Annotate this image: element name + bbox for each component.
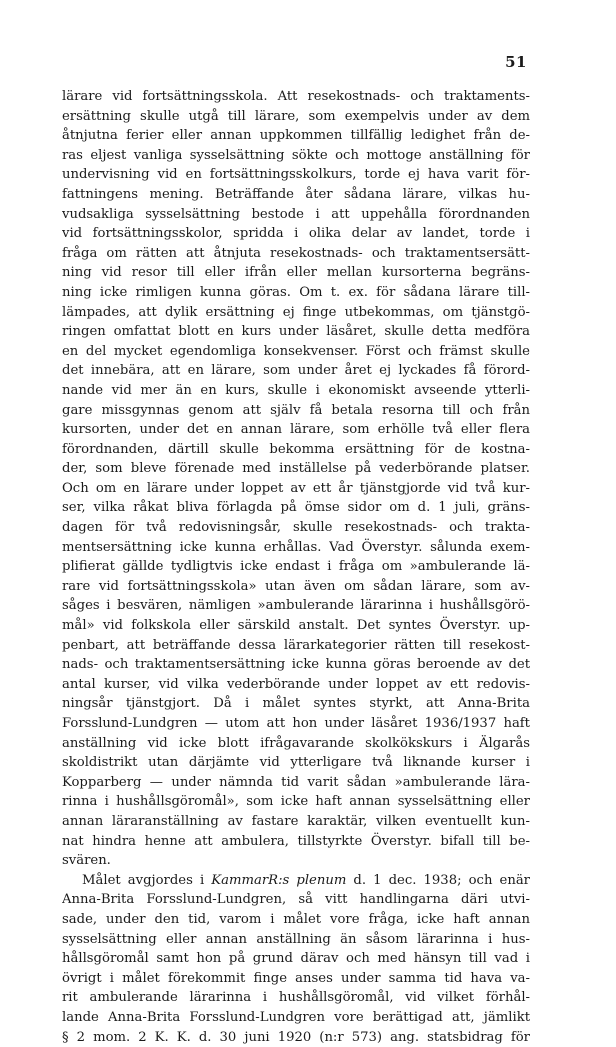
text-line: ras eljest vanliga sysselsättning sökte och mottoge anställning för: [62, 146, 530, 166]
text-line: en del mycket egendomliga konsekvenser. Först och främst skulle: [62, 342, 530, 362]
text-line: penbart, att beträffande dessa lärarkategorier rätten till resekost-: [62, 636, 530, 656]
text-line: nande vid mer än en kurs, skulle i ekonomiskt avseende ytterli-: [62, 381, 530, 401]
text-line: fattningens mening. Beträffande åter sådana lärare, vilkas hu-: [62, 185, 530, 205]
text-line: nads- och traktamentsersättning icke kunna göras beroende av det: [62, 655, 530, 675]
text-line: lande Anna-Brita Forsslund-Lundgren vore berättigad att, jämlikt: [62, 1008, 530, 1028]
page-number: 51: [487, 53, 527, 71]
text-line: svären.: [62, 851, 530, 871]
text-line: skoldistrikt utan därjämte vid ytterligare två liknande kurser i: [62, 753, 530, 773]
text-line: Forsslund-Lundgren — utom att hon under läsåret 1936/1937 haft: [62, 714, 530, 734]
text-line: vid fortsättningsskolor, spridda i olika delar av landet, torde i: [62, 224, 530, 244]
text-line: gare missgynnas genom att själv få betala resorna till och från: [62, 401, 530, 421]
text-line: § 2 mom. 2 K. K. d. 30 juni 1920 (n:r 573) ang. statsbidrag för: [62, 1028, 530, 1047]
text-line: lämpades, att dylik ersättning ej finge utbekommas, om tjänstgö-: [62, 303, 530, 323]
text-line: rare vid fortsättningsskola» utan även om sådan lärare, som av-: [62, 577, 530, 597]
text-line: antal kurser, vid vilka vederbörande under loppet av ett redovis-: [62, 675, 530, 695]
text-line: det innebära, att en lärare, som under året ej lyckades få förord-: [62, 361, 530, 381]
text-line: fråga om rätten att åtnjuta resekostnads- och traktamentsersätt-: [62, 244, 530, 264]
text-line: Och om en lärare under loppet av ett år tjänstgjorde vid två kur-: [62, 479, 530, 499]
text-line: mentsersättning icke kunna erhållas. Vad Överstyr. sålunda exem-: [62, 538, 530, 558]
text-line: ning icke rimligen kunna göras. Om t. ex. för sådana lärare till-: [62, 283, 530, 303]
text-line: lärare vid fortsättningsskola. Att resekostnads- och traktaments-: [62, 87, 530, 107]
text-line: rit ambulerande lärarinna i hushållsgöromål, vid vilket förhål-: [62, 988, 530, 1008]
text-line: ningsår tjänstgjort. Då i målet syntes styrkt, att Anna-Brita: [62, 694, 530, 714]
text-line: anställning vid icke blott ifrågavarande skolkökskurs i Älgarås: [62, 734, 530, 754]
text-line: undervisning vid en fortsättningsskolkurs, torde ej hava varit för-: [62, 165, 530, 185]
text-line: ser, vilka råkat bliva förlagda på ömse sidor om d. 1 juli, gräns-: [62, 498, 530, 518]
text-line: Målet avgjordes i KammarR:s plenum d. 1 dec. 1938; och enär: [62, 871, 530, 891]
text-line: mål» vid folkskola eller särskild anstalt. Det syntes Överstyr. up-: [62, 616, 530, 636]
text-line: ringen omfattat blott en kurs under läsåret, skulle detta medföra: [62, 322, 530, 342]
body-text: [62, 87, 530, 1047]
text-line: ersättning skulle utgå till lärare, som exempelvis under av dem: [62, 107, 530, 127]
text-line: Kopparberg — under nämnda tid varit sådan »ambulerande lära-: [62, 773, 530, 793]
text-line: der, som bleve förenade med inställelse på vederbörande platser.: [62, 459, 530, 479]
text-line: övrigt i målet förekommit finge anses under samma tid hava va-: [62, 969, 530, 989]
text-line: Anna-Brita Forsslund-Lundgren, så vitt handlingarna däri utvi-: [62, 890, 530, 910]
text-line: förordnanden, därtill skulle bekomma ersättning för de kostna-: [62, 440, 530, 460]
text-line: vudsakliga sysselsättning bestode i att uppehålla förordnanden: [62, 205, 530, 225]
text-line: annan läraranställning av fastare karaktär, vilken eventuellt kun-: [62, 812, 530, 832]
text-line: ning vid resor till eller ifrån eller mellan kursorterna begräns-: [62, 263, 530, 283]
text-line: rinna i hushållsgöromål», som icke haft annan sysselsättning eller: [62, 792, 530, 812]
text-line: kursorten, under det en annan lärare, som erhölle två eller flera: [62, 420, 530, 440]
text-line: dagen för två redovisningsår, skulle resekostnads- och trakta-: [62, 518, 530, 538]
text-line: sysselsättning eller annan anställning än såsom lärarinna i hus-: [62, 930, 530, 950]
text-line: nat hindra henne att ambulera, tillstyrkte Överstyr. bifall till be-: [62, 832, 530, 852]
text-line: sade, under den tid, varom i målet vore fråga, icke haft annan: [62, 910, 530, 930]
text-line: hållsgöromål samt hon på grund därav och med hänsyn till vad i: [62, 949, 530, 969]
text-line: åtnjutna ferier eller annan uppkommen tillfällig ledighet från de-: [62, 126, 530, 146]
text-line: plifierat gällde tydligtvis icke endast i fråga om »ambulerande lä-: [62, 557, 530, 577]
text-line: såges i besvären, nämligen »ambulerande lärarinna i hushållsgörö-: [62, 596, 530, 616]
